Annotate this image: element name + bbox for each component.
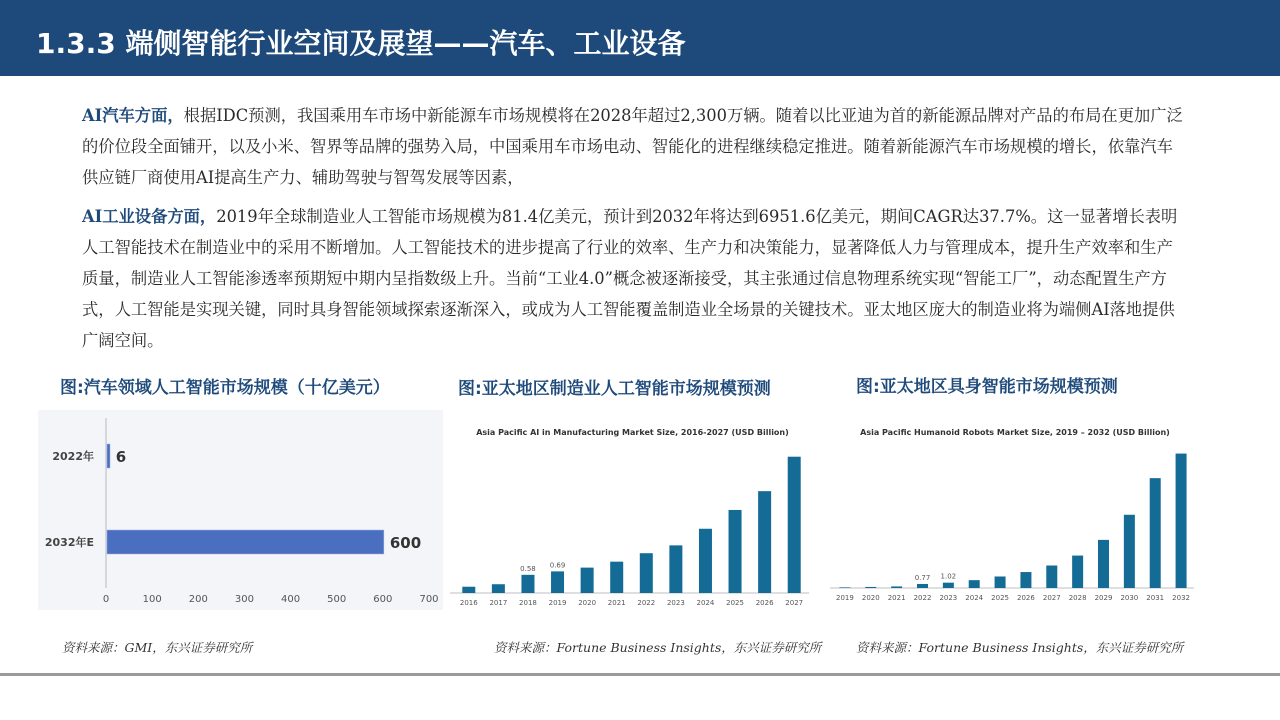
bar	[1098, 540, 1109, 588]
paragraph-auto	[82, 100, 1187, 193]
x-tick-label: 600	[373, 594, 393, 605]
x-tick-label: 2019	[836, 594, 854, 602]
chart-apac-humanoid-robots	[830, 420, 1200, 615]
x-tick-label: 2018	[519, 599, 537, 607]
bar	[943, 583, 954, 588]
x-tick-label: 2022	[637, 599, 656, 607]
bar	[729, 510, 742, 593]
bar	[669, 545, 682, 593]
bar	[492, 584, 505, 593]
x-tick-label: 2025	[991, 594, 1009, 602]
figure-title-embodied: 图:亚太地区具身智能市场规模预测	[856, 377, 1118, 397]
bar-data-label: 1.02	[940, 572, 957, 581]
x-tick-label: 100	[142, 594, 162, 605]
bar	[917, 584, 928, 588]
category-label: 2032年E	[44, 536, 94, 549]
x-tick-label: 400	[281, 594, 301, 605]
chart-title: Asia Pacific Humanoid Robots Market Size, 2019 – 2032 (USD Billion)	[860, 428, 1170, 437]
x-tick-label: 2024	[965, 594, 984, 602]
bar	[462, 587, 475, 593]
bar-data-label: 600	[389, 534, 422, 552]
source-note-manufacturing: 资料来源：Fortune Business Insights，东兴证券研究所	[494, 640, 822, 655]
bar	[995, 576, 1006, 588]
x-tick-label: 2016	[459, 599, 478, 607]
bar	[107, 530, 384, 554]
x-tick-label: 2027	[1042, 594, 1061, 602]
x-tick-label: 2023	[939, 594, 958, 602]
x-tick-label: 700	[419, 594, 439, 605]
bar	[521, 575, 534, 593]
chart-title: Asia Pacific AI in Manufacturing Market Size, 2016-2027 (USD Billion)	[476, 428, 789, 437]
paragraph-lead: AI汽车方面，	[82, 106, 184, 125]
chart-auto-ai-market	[38, 410, 443, 610]
category-label: 2022年	[52, 450, 94, 463]
bar	[1046, 566, 1057, 588]
x-tick-label: 2023	[666, 599, 685, 607]
bar	[865, 587, 876, 588]
bar	[1150, 478, 1161, 588]
bar	[107, 444, 110, 468]
x-tick-label: 300	[234, 594, 254, 605]
x-tick-label: 2030	[1120, 594, 1139, 602]
x-tick-label: 2019	[548, 599, 567, 607]
x-tick-label: 2032	[1172, 594, 1190, 602]
figure-title-manufacturing: 图:亚太地区制造业人工智能市场规模预测	[458, 379, 771, 399]
x-tick-label: 2020	[578, 599, 597, 607]
x-tick-label: 2026	[1017, 594, 1035, 602]
bar	[1072, 556, 1083, 588]
chart-apac-manufacturing-ai	[450, 420, 815, 615]
bar-data-label: 6	[115, 448, 127, 466]
bar	[969, 580, 980, 588]
bottom-divider	[0, 673, 1280, 676]
bar-data-label: 0.69	[549, 561, 566, 570]
source-note-embodied: 资料来源：Fortune Business Insights，东兴证券研究所	[856, 640, 1184, 655]
paragraph-lead: AI工业设备方面，	[82, 207, 217, 226]
x-tick-label: 2022	[913, 594, 932, 602]
figure-title-auto: 图:汽车领域人工智能市场规模（十亿美元）	[60, 378, 390, 398]
x-tick-label: 2021	[887, 594, 906, 602]
x-tick-label: 2025	[726, 599, 744, 607]
x-tick-label: 500	[327, 594, 347, 605]
x-tick-label: 2031	[1146, 594, 1165, 602]
bar-data-label: 0.58	[520, 564, 536, 573]
x-tick-label: 2021	[607, 599, 626, 607]
bar	[1124, 515, 1135, 588]
bar	[610, 562, 623, 593]
header-bar	[0, 0, 1280, 76]
bar	[581, 568, 594, 593]
x-tick-label: 0	[102, 594, 110, 605]
x-tick-label: 2017	[489, 599, 508, 607]
paragraph-industrial	[82, 201, 1187, 356]
x-tick-label: 2020	[861, 594, 880, 602]
bar	[551, 571, 564, 593]
bar	[891, 586, 902, 588]
paragraph-text: 2019年全球制造业人工智能市场规模为81.4亿美元，预计到2032年将达到6951.6亿美元，期间CAGR达37.7%。这一显著增长表明人工智能技术在制造业中的采用不断增加。人工智能技术的进步提高了行业的效率、生产力和决策能力，显著降低人力与管理成本，提升生产效率和生产质量，制造业人工智能渗透率预期短中期内呈指数级上升。当前“工业4.0”概念被逐渐接受，其主张通过信息物理系统实现“智能工厂”，动态配置生产方式，人工智能是实现关键，同时具身智能领域探索逐渐深入，或成为人工智能覆盖制造业全场景的关键技术。亚太地区庞大的制造业将为端侧AI落地提供广阔空间。	[82, 207, 1178, 350]
bar-data-label: 0.77	[914, 573, 931, 582]
x-tick-label: 2027	[785, 599, 804, 607]
x-tick-label: 2026	[755, 599, 774, 607]
bar	[699, 529, 712, 593]
x-tick-label: 2028	[1068, 594, 1087, 602]
source-note-auto: 资料来源：GMI，东兴证券研究所	[62, 640, 253, 655]
bar	[1176, 454, 1187, 588]
x-tick-label: 200	[188, 594, 208, 605]
bar	[758, 491, 771, 593]
bar	[1020, 572, 1031, 588]
bar	[839, 587, 850, 588]
x-tick-label: 2029	[1094, 594, 1113, 602]
x-tick-label: 2024	[696, 599, 715, 607]
paragraph-text: 根据IDC预测，我国乘用车市场中新能源车市场规模将在2028年超过2,300万辆。随着以比亚迪为首的新能源品牌对产品的布局在更加广泛的价位段全面铺开，以及小米、智界等品牌的强势入局，中国乘用车市场电动、智能化的进程继续稳定推进。随着新能源汽车市场规模的增长，依靠汽车供应链厂商使用AI提高生产力、辅助驾驶与智驾发展等因素，	[82, 106, 1183, 187]
chart-plot-background	[38, 410, 443, 610]
bar	[788, 457, 801, 593]
page-title: 1.3.3 端侧智能行业空间及展望——汽车、工业设备	[36, 27, 686, 60]
bar	[640, 553, 653, 593]
